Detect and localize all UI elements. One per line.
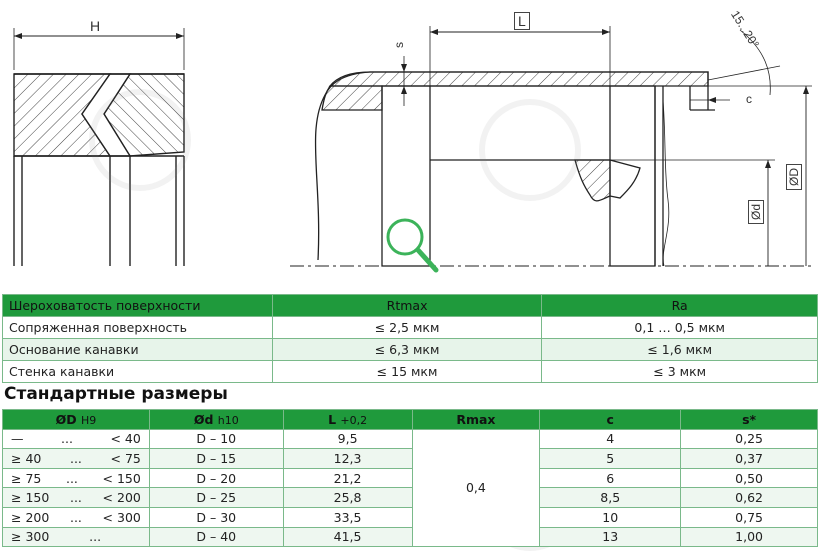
roughness-header-row [3,295,818,317]
roughness-header: Шероховатость поверхности [3,295,273,317]
table-cell: 0,62 [681,488,818,508]
table-cell: D – 15 [149,449,283,469]
table-cell: 1,00 [681,527,818,547]
table-cell: D – 30 [149,507,283,527]
header-D: ØD H9 [3,410,150,430]
roughness-table [2,294,818,383]
label-s: s [392,42,406,48]
table-cell: 33,5 [283,507,412,527]
range-cell: — ... < 40 [3,429,150,449]
table-cell: 6 [540,468,681,488]
range-cell: ≥ 75 ... < 150 [3,468,150,488]
table-cell: 0,1 … 0,5 мкм [542,317,818,339]
standard-header-row [3,410,818,430]
label-c: c [746,92,752,106]
table-cell: D – 40 [149,527,283,547]
header-Rmax: Rmax [412,410,540,430]
seal-cross-section [14,28,184,266]
table-row [3,361,818,383]
table-cell: 0,50 [681,468,818,488]
table-cell: 10 [540,507,681,527]
roughness-header: Ra [542,295,818,317]
table-cell: D – 20 [149,468,283,488]
table-row [3,488,818,508]
table-row [3,339,818,361]
table-row [3,317,818,339]
table-cell: 4 [540,429,681,449]
table-cell: Сопряженная поверхность [3,317,273,339]
label-H: H [90,18,101,34]
table-cell: 0,37 [681,449,818,469]
range-cell: ≥ 40 ... < 75 [3,449,150,469]
label-d: Ød [748,200,764,224]
standard-sizes-table [2,409,818,547]
table-cell: 9,5 [283,429,412,449]
table-cell: ≤ 6,3 мкм [272,339,542,361]
table-cell: ≤ 15 мкм [272,361,542,383]
table-cell: 25,8 [283,488,412,508]
label-angle: 15...20° [728,8,762,51]
table-cell: 21,2 [283,468,412,488]
table-cell: ≤ 1,6 мкм [542,339,818,361]
table-row [3,527,818,547]
header-L: L +0,2 [283,410,412,430]
table-cell: 12,3 [283,449,412,469]
table-row [3,468,818,488]
header-s: s* [681,410,818,430]
table-cell: D – 10 [149,429,283,449]
table-cell: Стенка канавки [3,361,273,383]
table-cell: 5 [540,449,681,469]
table-cell: ≤ 3 мкм [542,361,818,383]
table-cell: 13 [540,527,681,547]
table-cell: ≤ 2,5 мкм [272,317,542,339]
table-row [3,507,818,527]
table-cell: 0,25 [681,429,818,449]
rmax-cell: 0,4 [412,429,540,547]
label-L: L [514,12,530,30]
roughness-header: Rtmax [272,295,542,317]
table-row [3,429,818,449]
label-D: ØD [786,164,802,190]
header-c: c [540,410,681,430]
table-cell: D – 25 [149,488,283,508]
table-cell: 41,5 [283,527,412,547]
range-cell: ≥ 200 ... < 300 [3,507,150,527]
table-cell: 8,5 [540,488,681,508]
standard-sizes-title: Стандартные размеры [4,384,228,404]
table-row [3,449,818,469]
range-cell: ≥ 300 ... [3,527,150,547]
range-cell: ≥ 150 ... < 200 [3,488,150,508]
table-cell: Основание канавки [3,339,273,361]
table-cell: 0,75 [681,507,818,527]
header-d: Ød h10 [149,410,283,430]
groove-drawing [290,26,812,266]
